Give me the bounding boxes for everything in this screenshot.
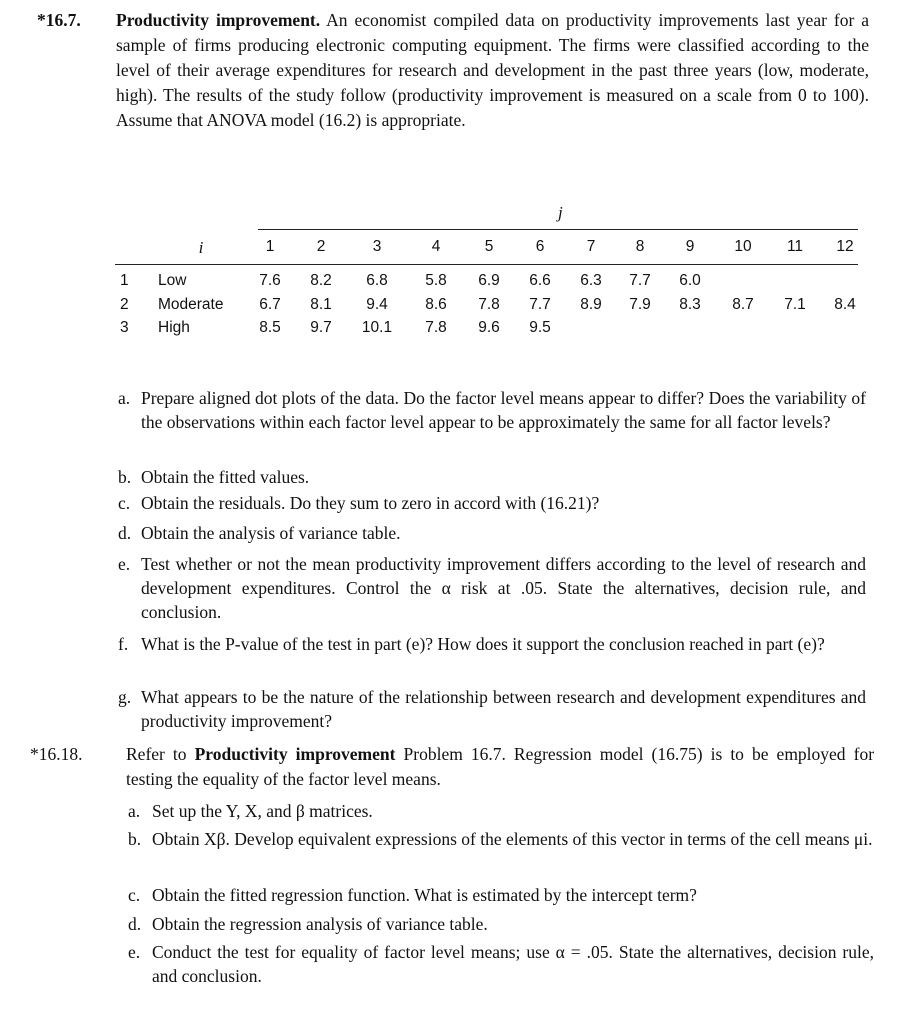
column-header: 8 — [635, 238, 645, 255]
column-header: 2 — [316, 238, 326, 255]
row-level-label: Moderate — [158, 296, 224, 313]
table-cell: 8.2 — [310, 272, 332, 289]
question-part — [118, 386, 866, 434]
part-letter: f. — [118, 634, 129, 654]
data-table — [0, 0, 915, 360]
part-letter: b. — [118, 467, 132, 487]
column-header: 10 — [734, 238, 752, 255]
part-letter: d. — [118, 523, 132, 543]
problem-number: *16.18. — [30, 744, 83, 764]
question-part — [118, 632, 866, 656]
table-cell: 7.7 — [629, 272, 651, 289]
intro-text-1: Refer to — [126, 744, 187, 764]
problem-reference: Productivity improvement — [194, 744, 396, 764]
question-part — [118, 685, 866, 733]
column-header: 7 — [586, 238, 596, 255]
table-cell: 7.8 — [478, 296, 500, 313]
table-cell: 7.9 — [629, 296, 651, 313]
table-cell: 6.8 — [366, 272, 388, 289]
part-text: Set up the Y, X, and β matrices. — [152, 801, 373, 821]
column-header: 1 — [265, 238, 275, 255]
part-text: Obtain Xβ. Develop equivalent expressions of the elements of this vector in terms of the cell means μi. — [152, 829, 873, 849]
part-letter: e. — [118, 554, 131, 574]
part-text: Obtain the residuals. Do they sum to zero in accord with (16.21)? — [141, 493, 600, 513]
question-part — [128, 799, 874, 823]
table-cell: 9.6 — [478, 319, 500, 336]
part-letter: b. — [128, 829, 142, 849]
part-letter: e. — [128, 942, 141, 962]
problem-16-18-statement — [30, 742, 874, 792]
part-text: What is the P-value of the test in part (e)? How does it support the conclusion reached in part (e)? — [141, 634, 825, 654]
table-cell: 8.4 — [834, 296, 856, 313]
column-header: 12 — [836, 238, 854, 255]
part-letter: a. — [128, 801, 141, 821]
part-letter: a. — [118, 388, 131, 408]
column-header: 5 — [484, 238, 494, 255]
table-cell: 7.8 — [425, 319, 447, 336]
table-cell: 7.1 — [784, 296, 806, 313]
column-header: 6 — [535, 238, 545, 255]
question-part — [128, 827, 874, 851]
question-part — [118, 465, 866, 489]
question-part — [128, 940, 874, 988]
question-part — [128, 912, 874, 936]
header-rule — [115, 264, 858, 265]
table-cell: 8.1 — [310, 296, 332, 313]
table-cell: 8.9 — [580, 296, 602, 313]
part-text: Test whether or not the mean productivity improvement differs according to the level of research and development expenditures. Control the α risk at .05. State the alternatives, decision rule, and conclusion. — [141, 554, 866, 622]
table-cell: 9.7 — [310, 319, 332, 336]
column-header: 9 — [685, 238, 695, 255]
table-cell: 8.5 — [259, 319, 281, 336]
row-level-label: High — [158, 319, 190, 336]
table-cell: 9.4 — [366, 296, 388, 313]
column-header: 4 — [431, 238, 441, 255]
j-header: j — [558, 203, 563, 222]
part-text: Obtain the regression analysis of variance table. — [152, 914, 488, 934]
question-part — [118, 521, 866, 545]
part-letter: d. — [128, 914, 142, 934]
table-cell: 8.6 — [425, 296, 447, 313]
problem-title: Productivity improvement. — [116, 10, 321, 30]
table-cell: 8.7 — [732, 296, 754, 313]
top-rule — [258, 229, 858, 230]
column-header: 3 — [372, 238, 382, 255]
row-index: 3 — [120, 319, 129, 336]
table-cell: 7.6 — [259, 272, 281, 289]
part-text: Obtain the fitted values. — [141, 467, 310, 487]
part-letter: g. — [118, 687, 132, 707]
part-text: Obtain the fitted regression function. What is estimated by the intercept term? — [152, 885, 697, 905]
table-cell: 6.7 — [259, 296, 281, 313]
part-letter: c. — [118, 493, 131, 513]
question-part — [118, 491, 866, 515]
table-cell: 6.6 — [529, 272, 551, 289]
table-cell: 7.7 — [529, 296, 551, 313]
table-cell: 6.0 — [679, 272, 701, 289]
part-text: Prepare aligned dot plots of the data. Do the factor level means appear to differ? Does the variability of the observations within each factor level appear to be approximately the same for all factor levels? — [141, 388, 866, 432]
problem-text: An economist compiled data on productivity improvements last year for a sample of firms producing electronic computing equipment. The firms were classified according to the level of their average expenditures for research and development in the past three years (low, moderate, high). The results of the study follow (productivity improvement is measured on a scale from 0 to 100). Assume that ANOVA model (16.2) is appropriate. — [116, 10, 869, 130]
intro-text-2: Problem 16.7. Regression model (16.75) is to be employed for testing the equality of the factor level means. — [126, 744, 875, 789]
i-header: i — [198, 238, 204, 257]
row-index: 2 — [120, 296, 129, 313]
part-text: What appears to be the nature of the relationship between research and development expenditures and productivity improvement? — [141, 687, 866, 731]
part-letter: c. — [128, 885, 141, 905]
table-cell: 6.9 — [478, 272, 500, 289]
table-cell: 10.1 — [361, 319, 393, 336]
question-part — [118, 552, 866, 624]
problem-number: *16.7. — [37, 10, 81, 30]
row-index: 1 — [120, 272, 129, 289]
table-cell: 5.8 — [425, 272, 447, 289]
row-level-label: Low — [158, 272, 187, 289]
table-cell: 6.3 — [580, 272, 602, 289]
table-cell: 9.5 — [529, 319, 551, 336]
column-header: 11 — [786, 238, 804, 255]
part-text: Conduct the test for equality of factor level means; use α = .05. State the alternatives, decision rule, and conclusion. — [152, 942, 874, 986]
table-cell: 8.3 — [679, 296, 701, 313]
part-text: Obtain the analysis of variance table. — [141, 523, 401, 543]
question-part — [128, 883, 874, 907]
